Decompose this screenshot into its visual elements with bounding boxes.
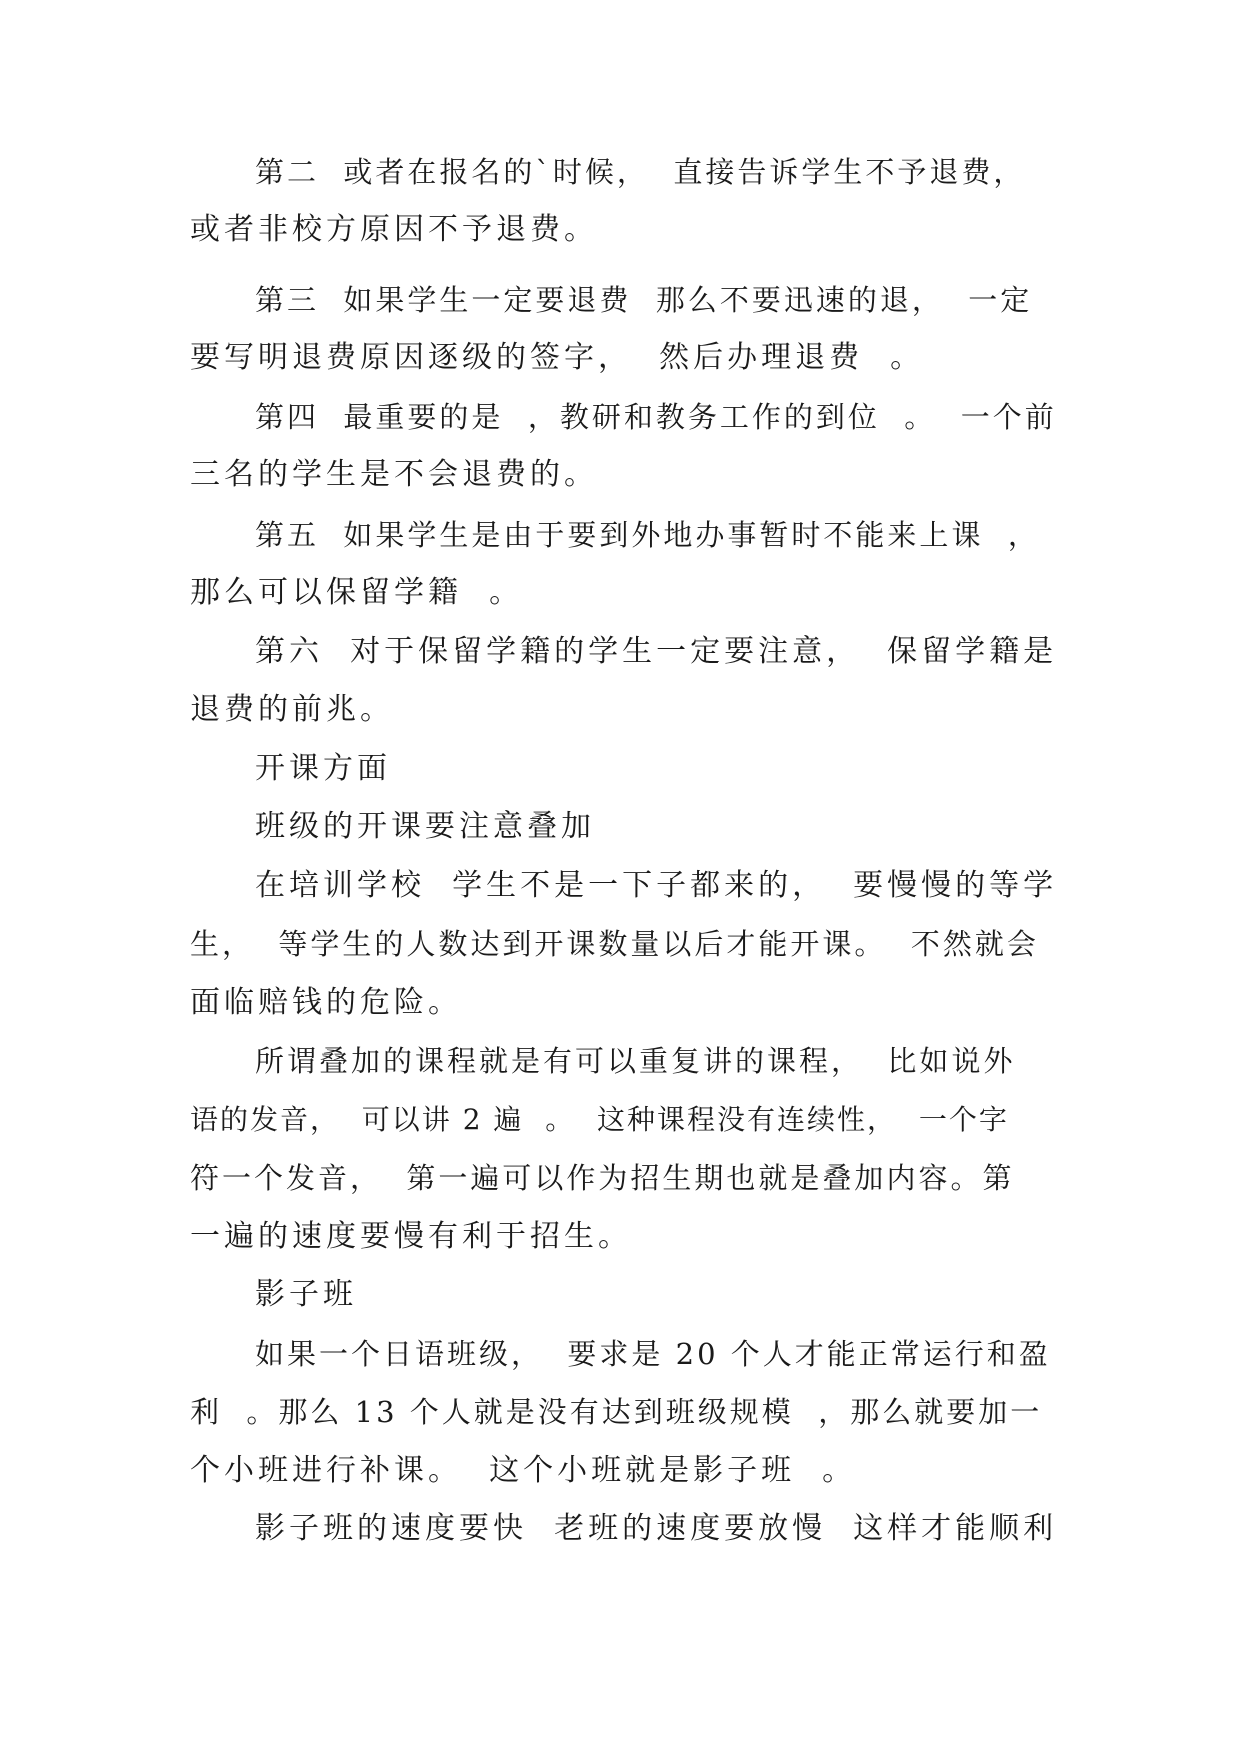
text-line: 如果一个日语班级， 要求是 20 个人才能正常运行和盈: [255, 1337, 1051, 1371]
text-line: 第六 对于保留学籍的学生一定要注意， 保留学籍是: [255, 634, 1058, 669]
text-line: 利 。那么 13 个人就是没有达到班级规模 ，那么就要加一: [190, 1395, 1043, 1429]
text-line: 所谓叠加的课程就是有可以重复讲的课程， 比如说外: [255, 1044, 1016, 1078]
text-line: 要写明退费原因逐级的签字， 然后办理退费 。: [190, 340, 925, 375]
text-line: 一遍的速度要慢有利于招生。: [190, 1219, 632, 1254]
text-line: 退费的前兆。: [190, 692, 394, 727]
text-line: 第四 最重要的是 ，教研和教务工作的到位 。 一个前: [255, 400, 1057, 434]
text-line: 面临赔钱的危险。: [190, 985, 462, 1020]
section-heading: 影子班: [255, 1277, 357, 1312]
section-heading: 班级的开课要注意叠加: [255, 809, 595, 844]
section-heading: 开课方面: [255, 751, 391, 786]
text-line: 语的发音， 可以讲 2 遍 。 这种课程没有连续性， 一个字: [190, 1103, 1009, 1136]
text-line: 第三 如果学生一定要退费 那么不要迅速的退， 一定: [255, 283, 1033, 317]
text-line: 或者非校方原因不予退费。: [190, 212, 598, 247]
text-line: 三名的学生是不会退费的。: [190, 457, 598, 492]
text-line: 个小班进行补课。 这个小班就是影子班 。: [190, 1453, 857, 1488]
text-line: 生， 等学生的人数达到开课数量以后才能开课。 不然就会: [190, 927, 1039, 961]
text-line: 第五 如果学生是由于要到外地办事暂时不能来上课 ，: [255, 518, 1040, 552]
text-line: 第二 或者在报名的`时候， 直接告诉学生不予退费，: [255, 155, 1026, 189]
text-line: 影子班的速度要快 老班的速度要放慢 这样才能顺利: [255, 1511, 1058, 1546]
text-line: 符一个发音， 第一遍可以作为招生期也就是叠加内容。第: [190, 1161, 1015, 1195]
text-line: 在培训学校 学生不是一下子都来的， 要慢慢的等学: [255, 868, 1058, 903]
text-line: 那么可以保留学籍 。: [190, 575, 524, 610]
